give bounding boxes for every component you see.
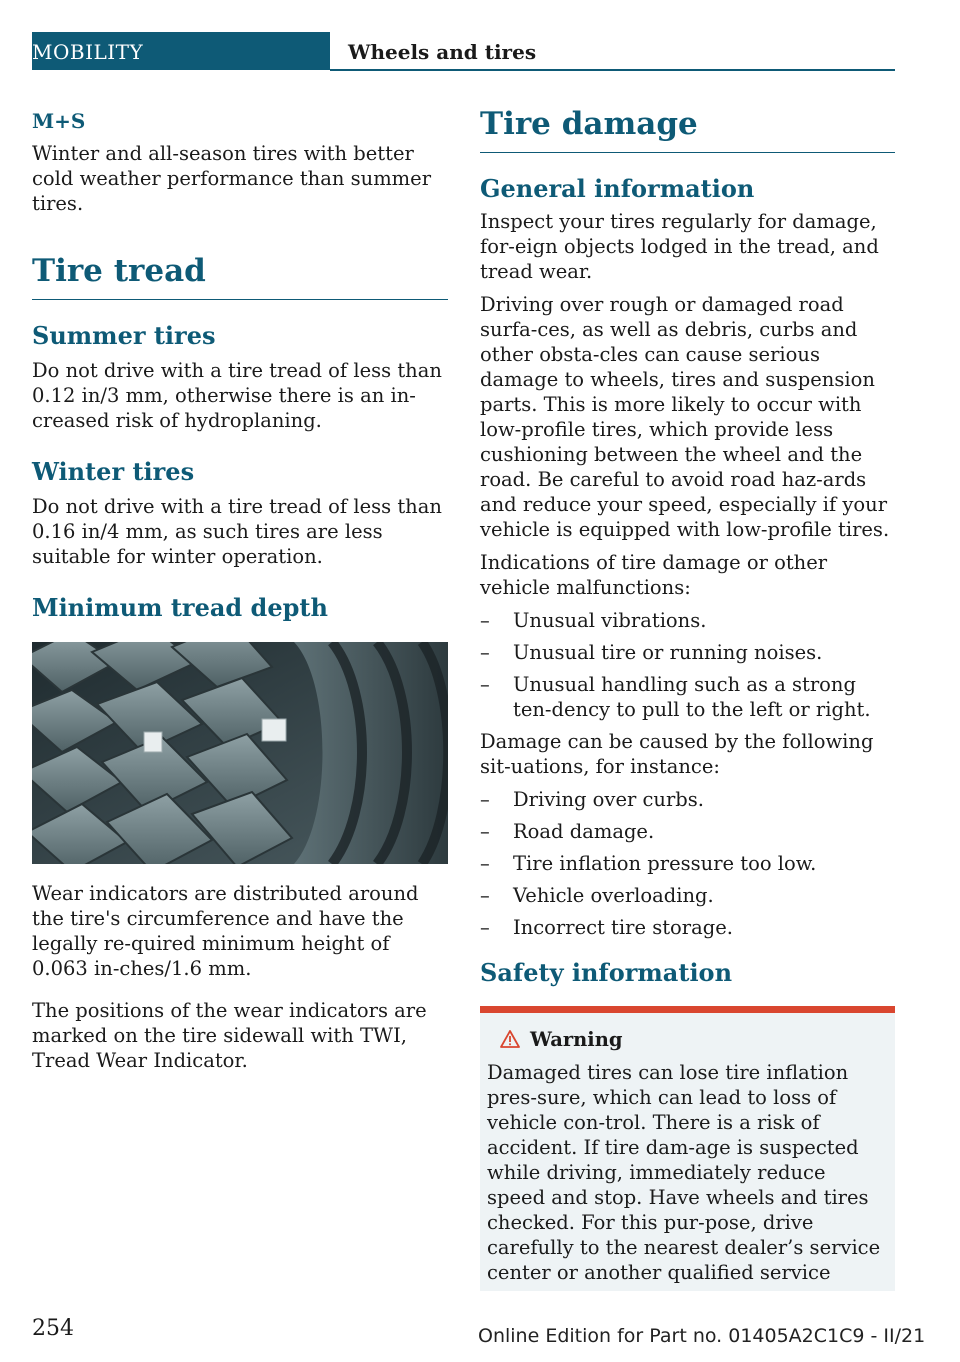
- ms-text: Winter and all-season tires with better cold weather performance than summer tires.: [32, 142, 432, 215]
- list-item: – Unusual tire or running noises.: [480, 640, 895, 665]
- wear-indicators-text: Wear indicators are distributed around the tire's circumference and have the legally re-quired minimum height of 0.063 in-ches/1.6 mm.: [32, 882, 419, 980]
- inspect-text: Inspect your tires regularly for damage, for-eign objects lodged in the tread, and tread wear.: [480, 210, 879, 283]
- summer-tires-text: Do not drive with a tire tread of less than 0.12 in/3 mm, otherwise there is an in-creased risk of hydroplaning.: [32, 359, 442, 432]
- driving-damage-text: Driving over rough or damaged road surfa-ces, as well as debris, curbs and other obsta-cles can cause serious damage to wheels, tires and suspension parts. This is more likely to occur with low-profile tires, which provide less cushioning between the wheel and the road. Be careful to avoid road haz-ards and reduce your speed, especially if your vehicle is equipped with low-profile tires.: [480, 293, 890, 541]
- list-item: – Unusual handling such as a strong ten-dency to pull to the left or right.: [480, 672, 895, 722]
- warning-box: [480, 1006, 895, 1291]
- minimum-tread-heading: Minimum tread depth: [32, 593, 328, 622]
- causes-intro: Damage can be caused by the following sit-uations, for instance:: [480, 730, 874, 778]
- tread-wear-indicator-image: [32, 642, 448, 864]
- section-label: MOBILITY: [32, 40, 144, 64]
- chapter-title: Wheels and tires: [348, 40, 537, 64]
- warning-title: [500, 1027, 887, 1053]
- heading-rule: [32, 299, 448, 300]
- warning-triangle-icon: [500, 1030, 520, 1048]
- tire-tread-heading: Tire tread: [32, 253, 206, 289]
- page-number: 254: [32, 1316, 74, 1341]
- winter-tires-heading: Winter tires: [32, 457, 195, 486]
- left-column: [32, 104, 448, 1073]
- indicator-positions-text: The positions of the wear indicators are marked on the tire sidewall with TWI, Tread Wear Indicator.: [32, 999, 427, 1072]
- tire-damage-heading: Tire damage: [480, 106, 698, 142]
- list-item: – Road damage.: [480, 819, 895, 844]
- indications-list: [480, 608, 895, 722]
- safety-information-heading: Safety information: [480, 958, 733, 987]
- list-item: – Driving over curbs.: [480, 787, 895, 812]
- right-column: [480, 104, 895, 1291]
- list-item: – Incorrect tire storage.: [480, 915, 895, 940]
- winter-tires-text: Do not drive with a tire tread of less than 0.16 in/4 mm, as such tires are less suitable for winter operation.: [32, 495, 442, 568]
- list-item: – Tire inflation pressure too low.: [480, 851, 895, 876]
- general-information-heading: General information: [480, 174, 755, 203]
- summer-tires-heading: Summer tires: [32, 321, 216, 350]
- warning-title-text: Warning: [530, 1028, 623, 1051]
- indications-intro: Indications of tire damage or other vehicle malfunctions:: [480, 551, 828, 599]
- heading-rule: [480, 152, 895, 153]
- header-rule: [330, 69, 895, 71]
- footer-edition: Online Edition for Part no. 01405A2C1C9 - II/21: [478, 1325, 926, 1347]
- ms-title: M+S: [32, 109, 86, 133]
- list-item: – Vehicle overloading.: [480, 883, 895, 908]
- causes-list: [480, 787, 895, 940]
- warning-text: Damaged tires can lose tire inflation pres-sure, which can lead to loss of vehicle con-trol. There is a risk of accident. If tire dam-age is suspected while driving, immediately reduce speed and stop. Have wheels and tires checked. For this pur-pose, drive carefully to the nearest dealer’s service center or another qualified service: [487, 1061, 881, 1284]
- page-header: [32, 32, 895, 70]
- list-item: – Unusual vibrations.: [480, 608, 895, 633]
- section-tab: [32, 32, 330, 70]
